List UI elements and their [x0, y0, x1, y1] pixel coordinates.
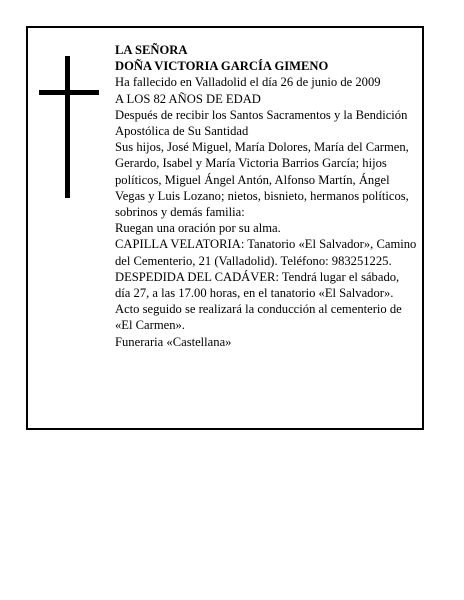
farewell-paragraph: DESPEDIDA DEL CADÁVER: Tendrá lugar el sábado, día 27, a las 17.00 horas, en el tanatorio «El Salvador». Acto seguido se realizará la conducción al cementerio de «El Carmen».	[115, 269, 402, 333]
prayer-line: Ruegan una oración por su alma.	[115, 221, 281, 236]
cross-icon	[39, 56, 99, 198]
sacraments-line: Después de recibir los Santos Sacramentos y la Bendición Apostólica de Su Santidad	[115, 107, 408, 139]
notice-heading: LA SEÑORA	[115, 43, 188, 57]
cross-horizontal-bar	[39, 90, 99, 95]
obituary-notice	[26, 26, 424, 430]
family-paragraph: Sus hijos, José Miguel, María Dolores, María del Carmen, Gerardo, Isabel y María Victoria Barrios García; hijos políticos, Miguel Ángel Antón, Alfonso Martín, Ángel Vegas y Luis Lozano; nietos, bisnieto, hermanos políticos, sobrinos y demás familia:	[115, 140, 409, 220]
funeral-home-line: Funeraria «Castellana»	[115, 334, 232, 349]
deceased-name: DOÑA VICTORIA GARCÍA GIMENO	[115, 59, 329, 74]
chapel-paragraph: CAPILLA VELATORIA: Tanatorio «El Salvador», Camino del Cementerio, 21 (Valladolid). Teléfono: 983251225.	[115, 237, 417, 268]
age-line: A LOS 82 AÑOS DE EDAD	[115, 91, 261, 106]
cross-vertical-bar	[65, 56, 70, 198]
notice-text	[115, 42, 417, 350]
death-line: Ha fallecido en Valladolid el día 26 de junio de 2009	[115, 75, 381, 90]
